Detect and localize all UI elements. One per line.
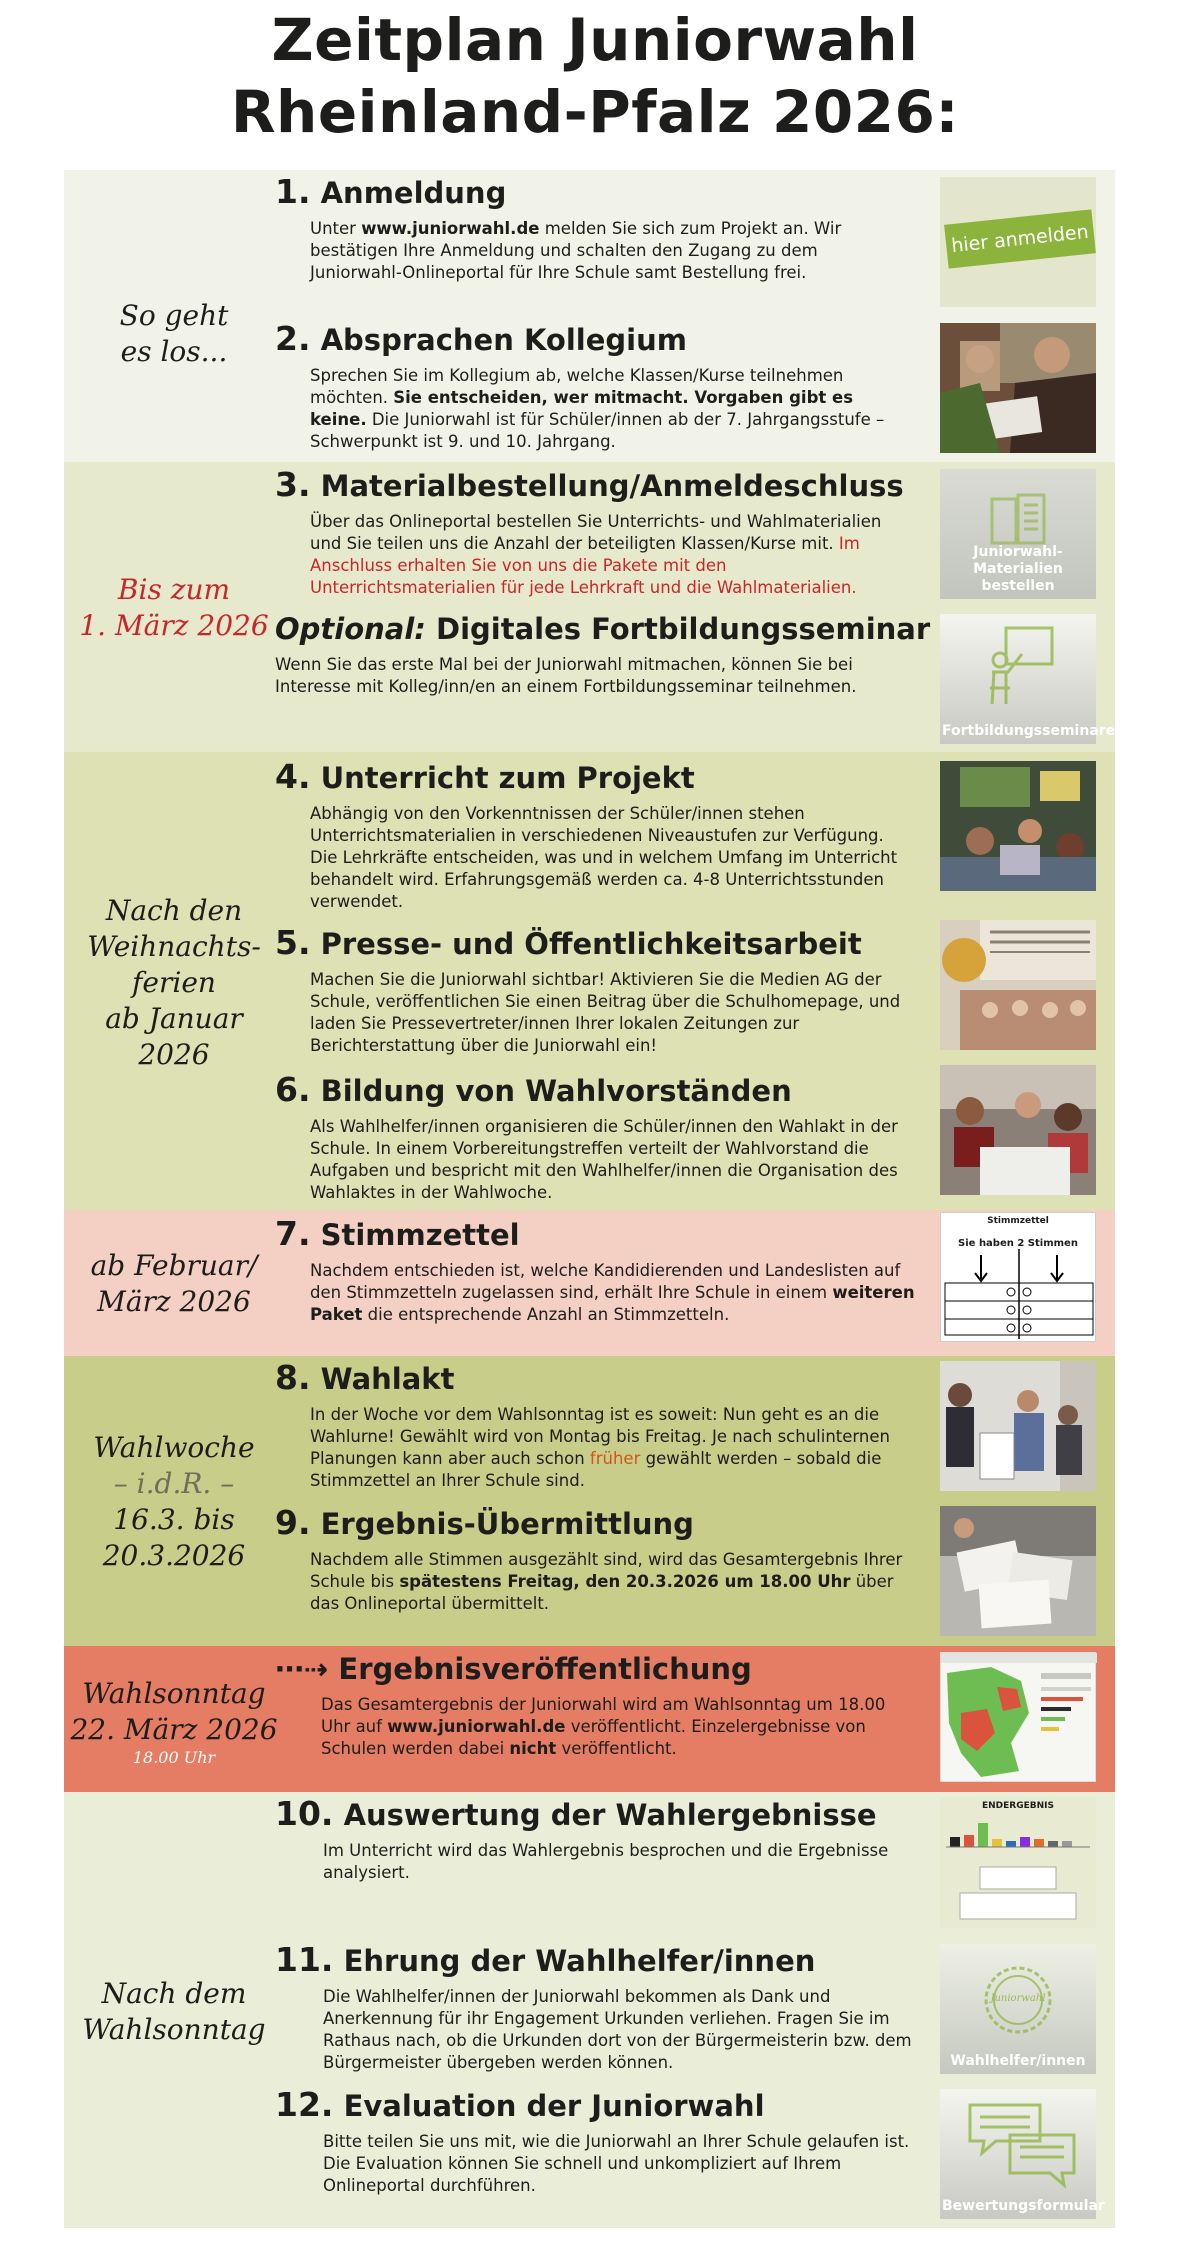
step-10-heading: 10. Auswertung der Wahlergebnisse (275, 1794, 877, 1833)
step-3-text: Über das Onlineportal bestellen Sie Unterrichts- und Wahlmaterialien und Sie teilen uns die Anzahl der beteiligten Klassen/Kurse mit. Im Anschluss erhalten Sie von uns die Pakete mit den Unterrichtsmaterialien für jede Lehrkraft und die Wahlmaterialien. (310, 512, 882, 597)
colleagues-photo (940, 323, 1096, 453)
register-thumb[interactable] (940, 177, 1096, 307)
register-button[interactable]: hier anmelden (944, 209, 1096, 268)
step-11-heading: 11. Ehrung der Wahlhelfer/innen (275, 1940, 816, 1979)
optional-text: Wenn Sie das erste Mal bei der Juniorwahl mitmachen, können Sie bei Interesse mit Kolleg/inn/en an einem Fortbildungsseminar teilnehmen. (275, 655, 857, 696)
ballot-thumb: Stimmzettel Sie haben 2 Stimmen (940, 1212, 1096, 1342)
results-map-thumb[interactable] (940, 1652, 1096, 1782)
step-7-text: Nachdem entschieden ist, welche Kandidierenden und Landeslisten auf den Stimmzetteln zugelassen sind, erhält Ihre Schule in einem weiteren Paket die entsprechende Anzahl an Stimmzetteln. (310, 1261, 915, 1324)
step-8 (275, 1358, 915, 1492)
ballot-grid (941, 1249, 1097, 1339)
results-map (941, 1653, 1097, 1783)
step-3 (275, 465, 915, 599)
evaluation-thumb[interactable]: Bewertungsformular (940, 2089, 1096, 2219)
step-6-text: Als Wahlhelfer/innen organisieren die Schüler/innen den Wahlakt in der Schule. In einem Vorbereitungstreffen verteilt der Wahlvorstand die Aufgaben und bespricht mit den Wahlhelfer/innen die Organisation des Wahlaktes in der Wahlwoche. (310, 1117, 898, 1202)
step-12 (275, 2085, 915, 2197)
step-2-text: Sprechen Sie im Kollegium ab, welche Klassen/Kurse teilnehmen möchten. Sie entscheiden, wer mitmacht. Vorgaben gibt es keine. Die Juniorwahl ist für Schüler/innen ab der 7. Jahrgangsstufe – Schwerpunkt ist 9. und 10. Jahrgang. (310, 366, 885, 451)
step-5 (275, 923, 915, 1057)
result-heading: ⋯⇢ Ergebnisveröffentlichung (275, 1652, 752, 1686)
step-7 (275, 1214, 915, 1326)
seal-lettering: Juniorwahl (990, 1993, 1046, 2004)
phase-election-sunday: Wahlsonntag 22. März 2026 18.00 Uhr (70, 1677, 278, 1767)
step-9-text: Nachdem alle Stimmen ausgezählt sind, wird das Gesamtergebnis Ihrer Schule bis spätestens Freitag, den 20.3.2026 um 18.00 Uhr über das Onlineportal übermittelt. (310, 1550, 903, 1613)
step-11-text: Die Wahlhelfer/innen der Juniorwahl bekommen als Dank und Anerkennung für ihr Engagement Urkunden verliehen. Fragen Sie im Rathaus nach, ob die Urkunden dort von der Bürgermeisterin bzw. dem Bürgermeister übergeben werden können. (323, 1987, 912, 2072)
materials-thumb[interactable]: Juniorwahl-Materialien bestellen (940, 469, 1096, 599)
step-4-heading: 4. Unterricht zum Projekt (275, 757, 695, 796)
phase-election-week: Wahlwoche – i.d.R. – 16.3. bis 20.3.2026 (93, 1431, 255, 1572)
election-board-photo (940, 1065, 1096, 1195)
step-9-heading: 9. Ergebnis-Übermittlung (275, 1503, 694, 1542)
step-8-heading: 8. Wahlakt (275, 1358, 455, 1397)
seminar-thumb[interactable]: Fortbildungsseminare (940, 614, 1096, 744)
step-10-text: Im Unterricht wird das Wahlergebnis besprochen und die Ergebnisse analysiert. (323, 1841, 889, 1882)
result-text: Das Gesamtergebnis der Juniorwahl wird am Wahlsonntag um 18.00 Uhr auf www.juniorwahl.de veröffentlicht. Einzelergebnisse von Schulen werden dabei nicht veröffentlicht. (321, 1695, 886, 1758)
step-11 (275, 1940, 915, 2074)
juniorwahl-link[interactable]: www.juniorwahl.de (361, 219, 540, 238)
step-4-text: Abhängig von den Vorkenntnissen der Schüler/innen stehen Unterrichtsmaterialien in verschiedenen Niveaustufen zur Verfügung. Die Lehrkräfte entscheiden, was und in welchem Umfang im Unterricht behandelt wird. Erfahrungsgemäß werden ca. 4-8 Unterrichtsstunden verwendet. (310, 804, 898, 911)
helpers-thumb: Juniorwahl Wahlhelfer/innen (940, 1944, 1096, 2074)
voting-photo (940, 1361, 1096, 1491)
phase-after: Nach dem Wahlsonntag (82, 1977, 266, 2046)
step-4 (275, 757, 915, 913)
page-title (0, 4, 1190, 148)
step-8-text: In der Woche vor dem Wahlsonntag ist es soweit: Nun geht es an die Wahlurne! Gewählt wird von Montag bis Freitag. Je nach schulinternen Planungen kann aber auch schon früher gewählt werden – sobald die Stimmzettel an Ihrer Schule sind. (310, 1405, 890, 1490)
counting-photo (940, 1506, 1096, 1636)
step-2 (275, 319, 915, 453)
step-2-heading: 2. Absprachen Kollegium (275, 319, 687, 358)
step-1-heading: 1. Anmeldung (275, 172, 507, 211)
result-bar-chart (940, 1811, 1096, 1923)
final-result-thumb: ENDERGEBNIS (940, 1798, 1096, 1928)
phase-deadline: Bis zum 1. März 2026 (79, 573, 269, 642)
press-photo (940, 920, 1096, 1050)
optional-heading: Optional: Digitales Fortbildungsseminar (275, 612, 931, 646)
title-line-1: Zeitplan Juniorwahl (271, 6, 919, 74)
classroom-photo (940, 761, 1096, 891)
step-6-heading: 6. Bildung von Wahlvorständen (275, 1070, 792, 1109)
step-1 (275, 172, 915, 284)
step-9 (275, 1503, 915, 1615)
step-1-text: Unter www.juniorwahl.de melden Sie sich zum Projekt an. Wir bestätigen Ihre Anmeldung und schalten den Zugang zu dem Juniorwahl-Onlineportal für Ihre Schule samt Bestellung frei. (310, 219, 842, 282)
juniorwahl-link-result[interactable]: www.juniorwahl.de (387, 1717, 566, 1736)
step-12-text: Bitte teilen Sie uns mit, wie die Juniorwahl an Ihrer Schule gelaufen ist. Die Evaluation können Sie schnell und unkompliziert auf Ihrem Onlineportal durchführen. (323, 2132, 910, 2195)
title-line-2: Rheinland-Pfalz 2026: (230, 78, 960, 146)
step-10 (275, 1794, 915, 1884)
dotted-arrow-icon: ⋯⇢ (275, 1652, 329, 1686)
step-5-heading: 5. Presse- und Öffentlichkeitsarbeit (275, 923, 862, 962)
step-3-heading: 3. Materialbestellung/Anmeldeschluss (275, 465, 904, 504)
phase-start: So geht es los... (119, 299, 229, 368)
step-optional-seminar (275, 612, 931, 698)
step-12-heading: 12. Evaluation der Juniorwahl (275, 2085, 765, 2124)
step-6 (275, 1070, 915, 1204)
phase-february: ab Februar/ März 2026 (90, 1249, 258, 1318)
phase-january: Nach den Weihnachts- ferien ab Januar 2026 (87, 894, 261, 1071)
step-7-heading: 7. Stimmzettel (275, 1214, 520, 1253)
step-5-text: Machen Sie die Juniorwahl sichtbar! Aktivieren Sie die Medien AG der Schule, veröffentlichen Sie einen Beitrag über die Schulhomepage, und laden Sie Pressevertreter/innen Ihrer lokalen Zeitungen zur Berichterstattung über die Juniorwahl ein! (310, 970, 901, 1055)
step-result-publication (275, 1652, 915, 1760)
